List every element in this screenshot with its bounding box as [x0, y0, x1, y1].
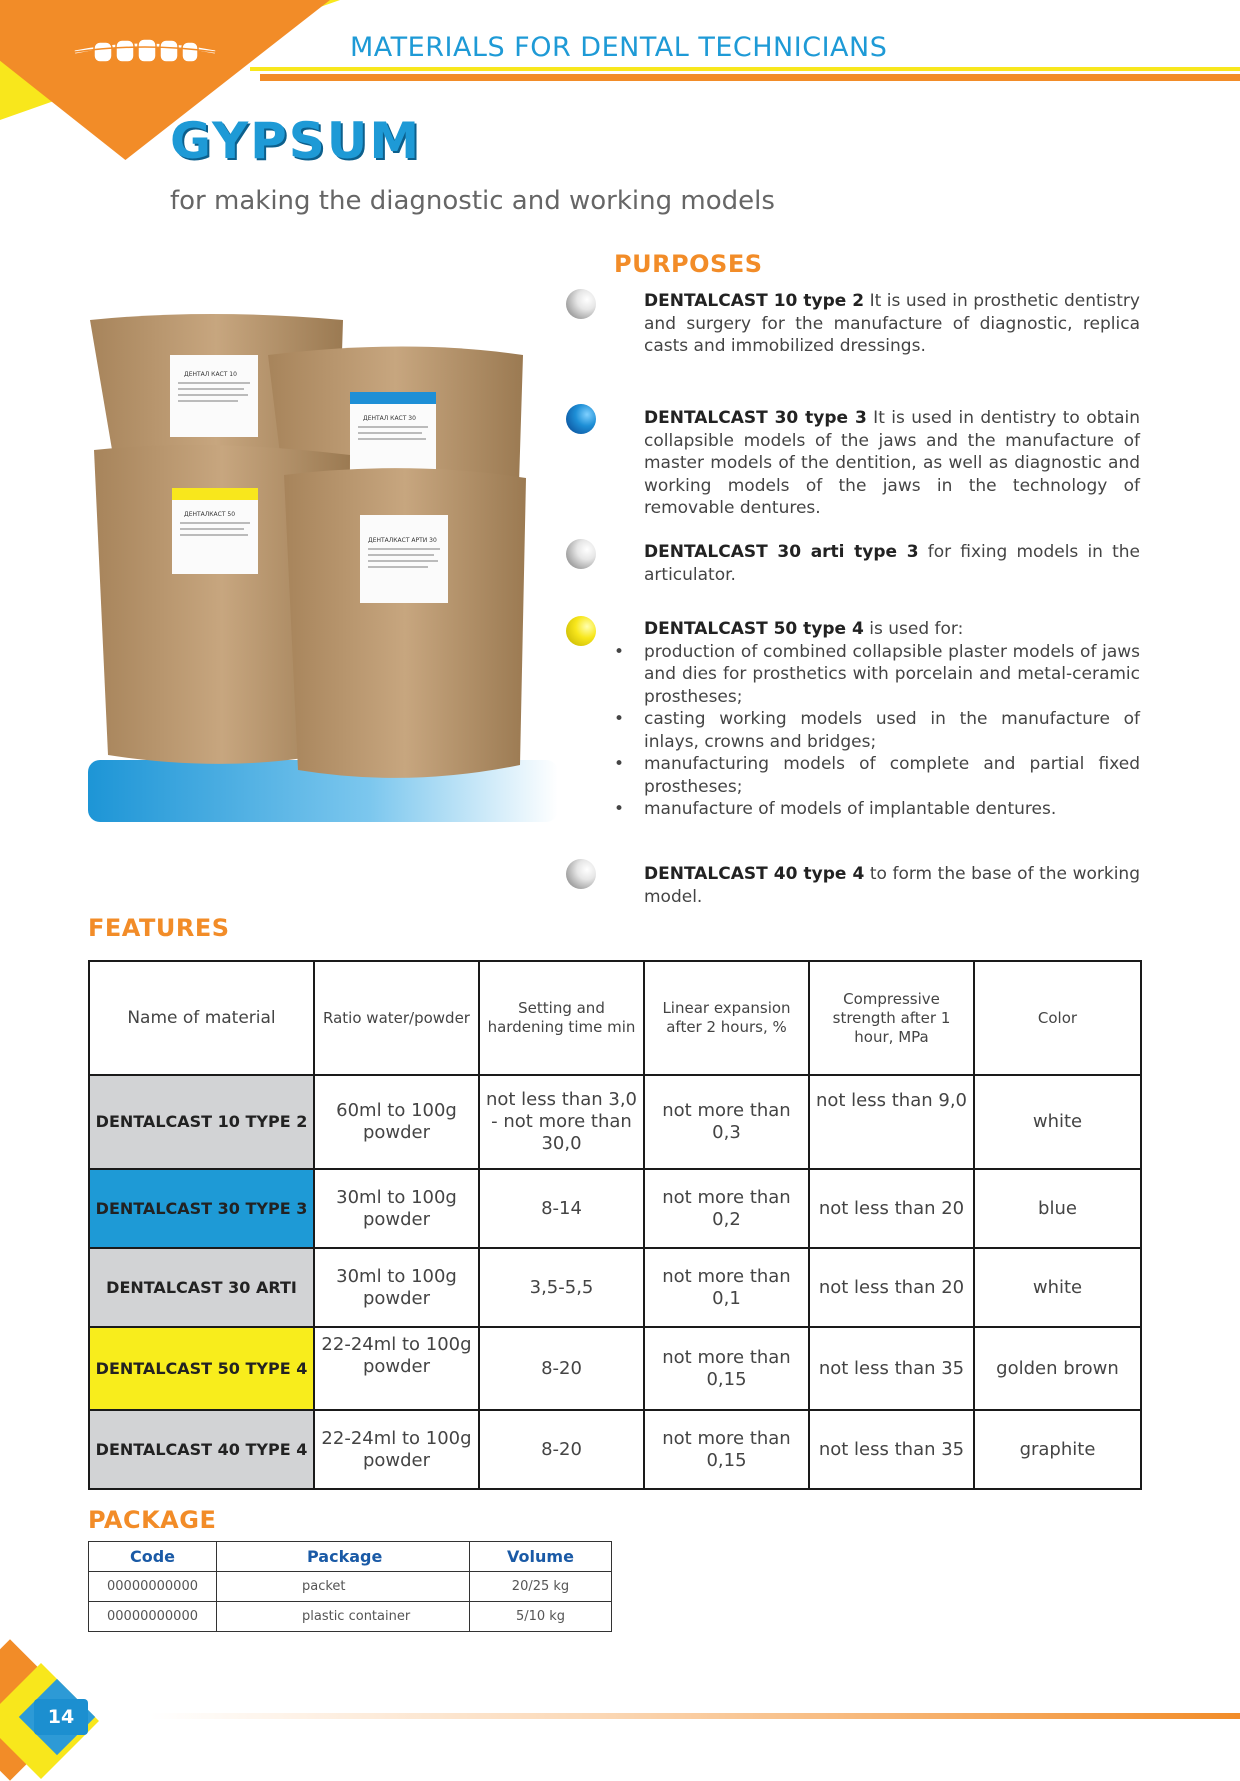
purpose-name: DENTALCAST 10 type 2	[644, 291, 865, 311]
time-cell: 8-20	[479, 1327, 644, 1410]
table-row	[89, 1572, 612, 1602]
expansion-cell: not more than 0,15	[644, 1410, 809, 1489]
time-cell: 8-14	[479, 1169, 644, 1248]
gypsum-bags-photo-icon	[88, 310, 558, 822]
expansion-cell: not more than 0,1	[644, 1248, 809, 1327]
material-name-cell: DENTALCAST 30 ARTI	[89, 1248, 314, 1327]
table-row	[89, 1410, 1141, 1489]
material-name-cell: DENTALCAST 40 TYPE 4	[89, 1410, 314, 1489]
expansion-cell: not more than 0,15	[644, 1327, 809, 1410]
bag-label-4: ДЕНТАЛКАСТ АРТИ 30	[368, 537, 437, 544]
list-item: • casting working models used in the manufacture of inlays, crowns and bridges;	[644, 708, 1140, 753]
purpose-item-3: DENTALCAST 30 arti type 3 for fixing models in the articulator.	[644, 542, 1140, 585]
package-cell: plastic container	[217, 1602, 470, 1632]
table-row	[89, 1602, 612, 1632]
purpose-item-4: DENTALCAST 50 type 4 is used for: • production of combined collapsible plaster models of jaws and dies for prosthetics with porcelain and metal-ceramic prostheses; • casting working models used in the manufacture of inlays, crowns and bridges; • manufacturing models of complete and partial fixed prostheses; • manufacture of models of implantable dentures.	[614, 618, 1140, 821]
material-name-cell: DENTALCAST 10 TYPE 2	[89, 1075, 314, 1169]
gray-ball-bullet-icon	[566, 539, 596, 569]
purpose-use-list	[614, 641, 1140, 821]
time-cell: 8-20	[479, 1410, 644, 1489]
purpose-name: DENTALCAST 50 type 4	[644, 619, 864, 639]
expansion-cell: not more than 0,2	[644, 1169, 809, 1248]
volume-cell: 20/25 kg	[470, 1572, 612, 1602]
page-number: 14	[34, 1699, 88, 1735]
bag-label-3: ДЕНТАЛКАСТ 50	[184, 511, 236, 518]
package-heading: PACKAGE	[88, 1506, 217, 1534]
list-item: • production of combined collapsible plaster models of jaws and dies for prosthetics with porcelain and metal-ceramic prostheses;	[644, 641, 1140, 709]
purpose-item-2: DENTALCAST 30 type 3 It is used in dentistry to obtain collapsible models of the jaws and the manufacture of master models of the dentition, as well as diagnostic and working models of the jaws in the technology of removable dentures.	[644, 408, 1140, 518]
header-rule-orange	[260, 74, 1240, 81]
table-header-row	[89, 961, 1141, 1075]
column-header: Package	[217, 1542, 470, 1572]
column-header: Color	[974, 961, 1141, 1075]
table-row	[89, 1075, 1141, 1169]
expansion-cell: not more than 0,3	[644, 1075, 809, 1169]
strength-cell: not less than 35	[809, 1327, 974, 1410]
strength-cell: not less than 35	[809, 1410, 974, 1489]
material-name-cell: DENTALCAST 30 TYPE 3	[89, 1169, 314, 1248]
volume-cell: 5/10 kg	[470, 1602, 612, 1632]
ratio-cell: 22-24ml to 100g powder	[314, 1327, 479, 1410]
code-cell: 00000000000	[89, 1602, 217, 1632]
page-subtitle: for making the diagnostic and working models	[170, 186, 775, 216]
table-header-row	[89, 1542, 612, 1572]
color-cell: white	[974, 1075, 1141, 1169]
column-header: Volume	[470, 1542, 612, 1572]
table-row	[89, 1327, 1141, 1410]
footer-rule	[150, 1713, 1240, 1719]
page-title: GYPSUM	[170, 112, 422, 170]
ratio-cell: 60ml to 100g powder	[314, 1075, 479, 1169]
purpose-item-1: DENTALCAST 10 type 2 It is used in prosthetic dentistry and surgery for the manufacture of diagnostic, replica casts and immobilized dressings.	[644, 291, 1140, 356]
purpose-name: DENTALCAST 30 arti type 3	[644, 542, 919, 562]
features-table	[88, 960, 1142, 1490]
table-row	[89, 1169, 1141, 1248]
color-cell: golden brown	[974, 1327, 1141, 1410]
yellow-ball-bullet-icon	[566, 616, 596, 646]
column-header: Compressive strength after 1 hour, MPa	[809, 961, 974, 1075]
ratio-cell: 30ml to 100g powder	[314, 1248, 479, 1327]
list-item: • manufacture of models of implantable dentures.	[644, 798, 1140, 821]
bag-label-2: ДЕНТАЛ КАСТ 30	[363, 415, 416, 422]
package-table	[88, 1541, 612, 1632]
features-heading: FEATURES	[88, 914, 230, 942]
column-header: Setting and hardening time min	[479, 961, 644, 1075]
purposes-heading: PURPOSES	[614, 250, 763, 278]
header-rule-yellow	[250, 67, 1240, 71]
code-cell: 00000000000	[89, 1572, 217, 1602]
package-cell: packet	[217, 1572, 470, 1602]
purpose-name: DENTALCAST 30 type 3	[644, 408, 867, 428]
list-item: • manufacturing models of complete and partial fixed prostheses;	[644, 753, 1140, 798]
column-header: Ratio water/powder	[314, 961, 479, 1075]
blue-ball-bullet-icon	[566, 404, 596, 434]
color-cell: graphite	[974, 1410, 1141, 1489]
strength-cell: not less than 9,0	[809, 1075, 974, 1169]
ratio-cell: 30ml to 100g powder	[314, 1169, 479, 1248]
ratio-cell: 22-24ml to 100g powder	[314, 1410, 479, 1489]
time-cell: 3,5-5,5	[479, 1248, 644, 1327]
table-row	[89, 1248, 1141, 1327]
gray-ball-bullet-icon	[566, 859, 596, 889]
time-cell: not less than 3,0 - not more than 30,0	[479, 1075, 644, 1169]
purpose-item-5: DENTALCAST 40 type 4 to form the base of the working model.	[644, 864, 1141, 907]
column-header: Code	[89, 1542, 217, 1572]
color-cell: blue	[974, 1169, 1141, 1248]
dental-braces-logo-icon	[70, 30, 220, 70]
document-header-title: MATERIALS FOR DENTAL TECHNICIANS	[350, 32, 888, 63]
column-header: Name of material	[89, 961, 314, 1075]
strength-cell: not less than 20	[809, 1169, 974, 1248]
strength-cell: not less than 20	[809, 1248, 974, 1327]
color-cell: white	[974, 1248, 1141, 1327]
bag-label-1: ДЕНТАЛ КАСТ 10	[184, 371, 237, 378]
gray-ball-bullet-icon	[566, 289, 596, 319]
material-name-cell: DENTALCAST 50 TYPE 4	[89, 1327, 314, 1410]
column-header: Linear expansion after 2 hours, %	[644, 961, 809, 1075]
purpose-name: DENTALCAST 40 type 4	[644, 864, 865, 884]
